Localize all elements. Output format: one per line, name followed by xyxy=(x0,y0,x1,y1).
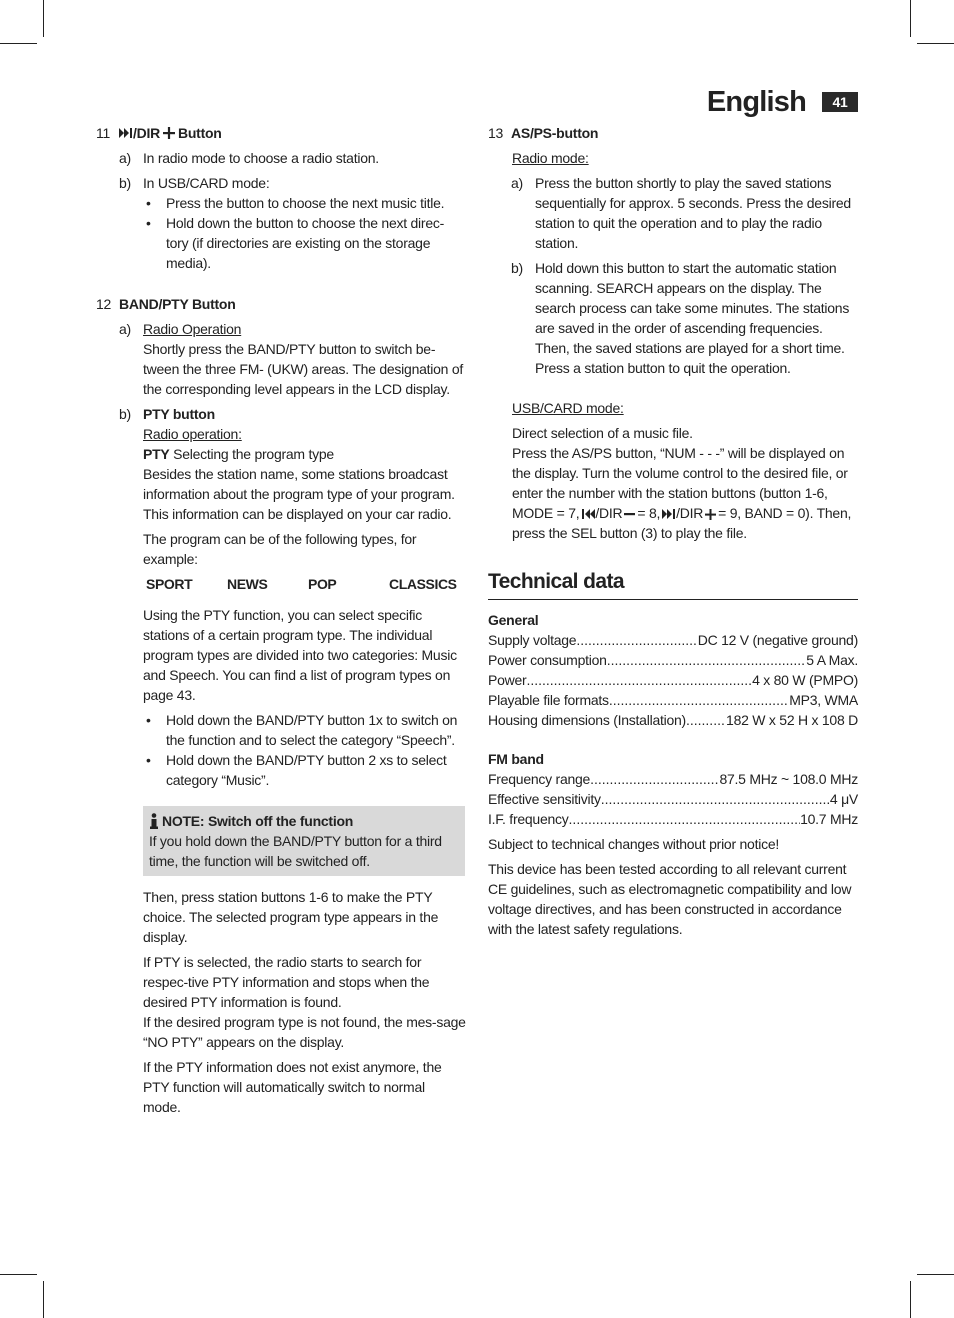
tested-text: This device has been tested according to all relevant current CE guidelines, such as electromagnetic compatibility and low voltage directives, and has been constructed in accordance with the latest safety regulations. xyxy=(488,861,852,937)
language-title: English xyxy=(706,86,806,118)
section-11-heading xyxy=(96,123,466,143)
section-title: /DIR xyxy=(133,125,160,141)
item-text: Using the PTY function, you can select specific stations of a certain program type. The individual program types are divided into two categories: Music and Speech. You can find a list of program types on page 43. xyxy=(143,607,457,703)
spec-row: Supply voltage ..... DC 12 V (negative ground) xyxy=(488,630,858,650)
skip-back-icon xyxy=(581,509,595,519)
minus-icon xyxy=(624,510,635,518)
notice-text: Subject to technical changes without prior notice! xyxy=(488,836,780,852)
section-13-heading xyxy=(488,123,858,143)
page-header xyxy=(707,85,858,119)
section-number: 13 xyxy=(488,125,504,141)
mode-heading: Radio mode: xyxy=(512,150,589,166)
item-text: Direct selection of a music file. xyxy=(512,425,693,441)
list-item: b) PTY button Radio operation: PTY Selecting the program type Besides the station name, some stations broadcast information about the program type of your program. This information can be displayed on your car radio. The program can be of the following types, for example: xyxy=(119,404,466,569)
crop-mark xyxy=(910,1281,911,1318)
note-title: NOTE: Switch off the function xyxy=(162,813,354,829)
item-heading: PTY button xyxy=(143,406,215,422)
item-heading: Radio Operation xyxy=(143,321,242,337)
list-item: a) In radio mode to choose a radio station. xyxy=(119,148,466,168)
bullet-item: • Hold down the button to choose the next direc-tory (if directories are existing on the storage media). xyxy=(146,215,445,271)
item-text: Hold down this button to start the automatic station scanning. SEARCH appears on the display. The search process can take some minutes. The stations are saved in the order of ascending frequencies. Then, the saved stations are played for a short time. Press a station button to quit the operation. xyxy=(535,260,850,376)
info-icon xyxy=(149,813,159,829)
pty-line: PTY Selecting the program type xyxy=(143,446,334,462)
section-title-suffix: Button xyxy=(178,125,222,141)
item-text: Then, press station buttons 1-6 to make the PTY choice. The selected program type appears in the display. xyxy=(143,889,439,945)
item-text: If the PTY information does not exist anymore, the PTY function will automatically switch to normal mode. xyxy=(143,1059,442,1115)
section-title: AS/PS-button xyxy=(511,125,599,141)
bullet-item: • Hold down the BAND/PTY button 2 xs to select category “Music”. xyxy=(146,752,447,788)
fm-specs xyxy=(488,769,858,829)
item-text: Press the button shortly to play the saved stations sequentially for approx. 5 seconds. Press the desired station to quit the operation and to play the radio station. xyxy=(535,175,851,251)
item-text: Besides the station name, some stations broadcast information about the program type of your program. This information can be displayed on your car radio. xyxy=(143,466,455,522)
item-text: In USB/CARD mode: xyxy=(143,175,270,191)
spec-row: Effective sensitivity ..... 4 μV xyxy=(488,789,858,809)
general-title: General xyxy=(488,612,539,628)
mode-heading: USB/CARD mode: xyxy=(512,400,624,416)
item-text: If the desired program type is not found, the mes-sage “NO PTY” appears on the display. xyxy=(143,1014,466,1050)
program-types xyxy=(143,574,466,594)
section-number: 12 xyxy=(96,296,112,312)
section-12-heading xyxy=(96,294,466,314)
list-item: b) In USB/CARD mode: • Press the button to choose the next music title. • Hold down the button to choose the next direc-tory (if directories are existing on the storage media). xyxy=(119,173,466,273)
spec-row: Frequency range ..... 87.5 MHz ~ 108.0 MHz xyxy=(488,769,858,789)
note-text: If you hold down the BAND/PTY button for a third time, the function will be switched off. xyxy=(149,833,442,869)
section-title: BAND/PTY Button xyxy=(119,296,236,312)
crop-mark xyxy=(43,1281,44,1318)
program-type: SPORT xyxy=(146,576,193,592)
plus-icon xyxy=(163,127,175,139)
list-item: a) Press the button shortly to play the saved stations sequentially for approx. 5 seconds. Press the desired station to quit the operation and to play the radio station. xyxy=(511,173,858,253)
program-type: CLASSICS xyxy=(389,576,457,592)
note-box xyxy=(143,806,465,876)
right-column xyxy=(488,123,858,939)
program-type: NEWS xyxy=(227,576,268,592)
item-text: If PTY is selected, the radio starts to search for respec-tive PTY information and stops when the desired PTY information is found. xyxy=(143,954,430,1010)
spec-row: Power ..... 4 x 80 W (PMPO) xyxy=(488,670,858,690)
plus-icon xyxy=(705,509,716,520)
item-text: In radio mode to choose a radio station. xyxy=(143,150,379,166)
list-item: a) Radio Operation Shortly press the BAND/PTY button to switch be-tween the three FM- (UKW) areas. The designation of the corresponding level appears in the LCD display. xyxy=(119,319,466,399)
page-number: 41 xyxy=(822,92,858,112)
bullet-item: • Press the button to choose the next music title. xyxy=(146,195,445,211)
item-text: The program can be of the following types, for example: xyxy=(143,531,417,567)
skip-forward-icon xyxy=(119,128,133,138)
crop-mark xyxy=(917,43,954,44)
crop-mark xyxy=(0,43,37,44)
general-specs xyxy=(488,630,858,730)
crop-mark xyxy=(43,0,44,37)
item-subheading: Radio operation: xyxy=(143,426,242,442)
item-text: Shortly press the BAND/PTY button to switch be-tween the three FM- (UKW) areas. The designation of the corresponding level appears in the LCD display. xyxy=(143,341,464,397)
spec-row: Housing dimensions (Installation) ..... 182 W x 52 H x 108 D xyxy=(488,710,858,730)
program-type: POP xyxy=(308,576,337,592)
spec-row: I.F. frequency ..... 10.7 MHz xyxy=(488,809,858,829)
crop-mark xyxy=(910,0,911,37)
section-number: 11 xyxy=(96,125,111,141)
spec-row: Power consumption ..... 5 A Max. xyxy=(488,650,858,670)
skip-forward-icon xyxy=(662,509,676,519)
list-item: b) Hold down this button to start the automatic station scanning. SEARCH appears on the display. The search process can take some minutes. The stations are saved in the order of ascending frequencies. Then, the saved stations are played for a short time. Press a station button to quit the operation. xyxy=(511,258,858,378)
usb-instructions: Press the AS/PS button, “NUM - - -” will be displayed on the display. Turn the volume control to the desired file, or enter the number with the station buttons (button 1-6, MODE = 7, /DIR = 8, /DIR = 9, BAND = 0). Then, press the SEL button (3) to play the file. xyxy=(512,445,852,541)
pty-after xyxy=(143,887,466,1117)
spec-row: Playable file formats ..... MP3, WMA xyxy=(488,690,858,710)
left-column xyxy=(96,123,466,1117)
fm-band-title: FM band xyxy=(488,751,544,767)
pty-details xyxy=(143,605,466,790)
crop-mark xyxy=(0,1274,37,1275)
bullet-item: • Hold down the BAND/PTY button 1x to switch on the function and to select the category “Speech”. xyxy=(146,712,458,748)
crop-mark xyxy=(917,1274,954,1275)
technical-data-title: Technical data xyxy=(488,569,858,600)
